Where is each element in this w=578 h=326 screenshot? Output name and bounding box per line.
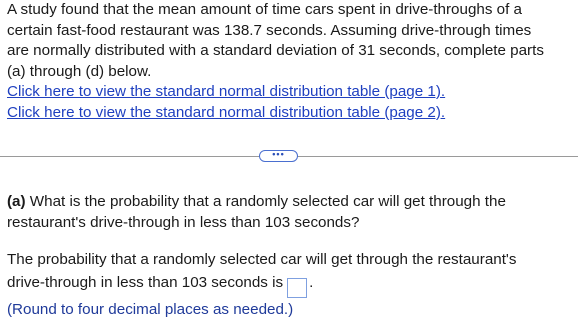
answer-line: The probability that a randomly selected car will get through the restaurant's <box>7 251 517 268</box>
intro-line: are normally distributed with a standard deviation of 31 seconds, complete parts <box>7 42 544 59</box>
part-a-question-line: restaurant's drive-through in less than 103 seconds? <box>7 213 360 231</box>
part-a-label: (a) <box>7 193 26 210</box>
intro-line: A study found that the mean amount of time cars spent in drive-throughs of a <box>7 1 522 18</box>
part-a-question-line <box>7 192 506 213</box>
answer-line-with-input <box>7 271 516 298</box>
normal-table-page2-link[interactable]: Click here to view the standard normal distribution table (page 2). <box>7 103 446 121</box>
question-intro <box>7 0 578 123</box>
answer-suffix: . <box>309 274 314 291</box>
intro-line: (a) through (d) below. <box>7 62 152 80</box>
part-a-question-text: What is the probability that a randomly selected car will get through the <box>25 193 506 210</box>
probability-answer-input[interactable] <box>287 278 307 298</box>
part-a-answer <box>7 248 516 321</box>
part-a-question <box>7 192 506 233</box>
ellipsis-icon: ••• <box>272 149 285 159</box>
expand-more-button[interactable] <box>259 150 298 162</box>
normal-table-page1-link[interactable]: Click here to view the standard normal distribution table (page 1). <box>7 83 446 100</box>
rounding-hint: (Round to four decimal places as needed.) <box>7 300 294 318</box>
answer-line-text: drive-through in less than 103 seconds is <box>7 274 284 291</box>
intro-line: certain fast-food restaurant was 138.7 seconds. Assuming drive-through times <box>7 21 532 39</box>
